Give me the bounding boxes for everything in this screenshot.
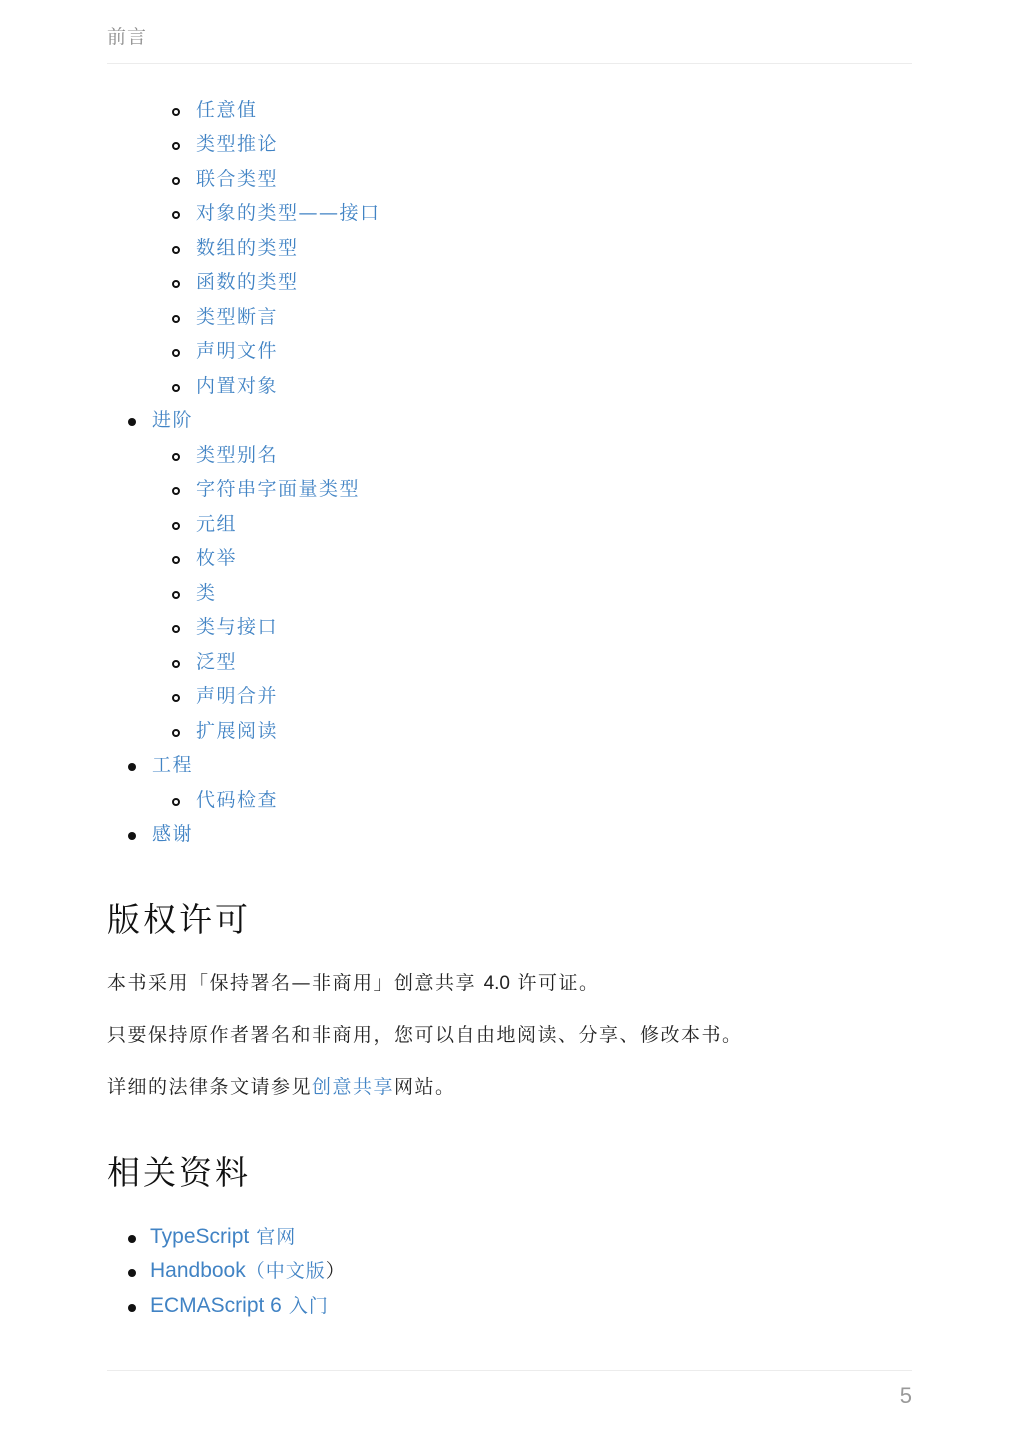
bullet-icon [128,418,136,426]
hollow-bullet-icon [172,384,180,392]
toc-item-type-inference[interactable] [196,127,278,161]
legal-paragraph [107,1072,456,1102]
resource-item-typescript[interactable] [150,1220,296,1254]
resource-item-handbook[interactable]: Handbook（中文版） [150,1254,346,1288]
toc-link[interactable]: 泛型 [196,651,238,673]
hollow-bullet-icon [172,349,180,357]
hollow-bullet-icon [172,453,180,461]
toc-link[interactable]: 联合类型 [196,168,279,190]
toc-item-any[interactable] [196,93,258,127]
hollow-bullet-icon [172,625,180,633]
license-version: 4.0 [483,973,510,994]
toc-link[interactable]: 字符串字面量类型 [196,478,361,500]
bullet-icon [128,832,136,840]
bullet-icon [128,763,136,771]
hollow-bullet-icon [172,729,180,737]
toc-item-further-reading[interactable] [196,714,278,748]
resource-link[interactable]: TypeScript 官网 [150,1225,297,1248]
creative-commons-link[interactable]: 创意共享 [312,1076,395,1098]
hollow-bullet-icon [172,177,180,185]
toc-link[interactable]: 对象的类型——接口 [196,202,381,224]
toc-link[interactable]: 任意值 [196,99,258,121]
toc-item-array-types[interactable] [196,231,299,265]
hollow-bullet-icon [172,315,180,323]
toc-link[interactable]: 数组的类型 [196,237,299,259]
toc-link[interactable]: 类型别名 [196,444,279,466]
license-text: 本书采用「保持署名—非商用」创意共享 [107,972,477,994]
toc-section-advanced[interactable] [152,403,193,437]
toc-item-linting[interactable] [196,783,278,817]
toc-item-tuple[interactable] [196,507,237,541]
hollow-bullet-icon [172,694,180,702]
resource-link[interactable]: Handbook（中文版 [150,1259,326,1282]
bullet-icon [128,1235,136,1243]
toc-link[interactable]: 进阶 [152,409,194,431]
toc-item-string-literal-types[interactable] [196,472,360,506]
bullet-icon [128,1269,136,1277]
resources-heading: 相关资料 [107,1153,251,1192]
page-number: 5 [899,1383,912,1408]
toc-item-type-alias[interactable] [196,438,278,472]
bullet-icon [128,1304,136,1312]
toc-link[interactable]: 声明文件 [196,340,279,362]
toc-link[interactable]: 扩展阅读 [196,720,279,742]
toc-link[interactable]: 元组 [196,513,238,535]
toc-item-function-types[interactable] [196,265,299,299]
toc-item-class-and-interface[interactable] [196,610,278,644]
toc-link[interactable]: 枚举 [196,547,238,569]
hollow-bullet-icon [172,556,180,564]
toc-link[interactable]: 代码检查 [196,789,279,811]
toc-item-interfaces[interactable] [196,196,381,230]
toc-link[interactable]: 类型断言 [196,306,279,328]
hollow-bullet-icon [172,522,180,530]
license-heading: 版权许可 [107,900,251,939]
toc-link[interactable]: 类与接口 [196,616,279,638]
toc-item-declaration-files[interactable] [196,334,278,368]
license-paragraph [107,968,600,999]
license-text: 许可证。 [517,972,600,994]
toc-item-union-types[interactable] [196,162,278,196]
resource-link[interactable]: ECMAScript 6 入门 [150,1294,329,1317]
toc-item-class[interactable] [196,576,217,610]
toc-link[interactable]: 感谢 [152,823,194,845]
toc-item-enum[interactable] [196,541,237,575]
toc-link[interactable]: 函数的类型 [196,271,299,293]
legal-text: 网站。 [394,1076,456,1098]
hollow-bullet-icon [172,798,180,806]
toc-section-engineering[interactable] [152,748,193,782]
hollow-bullet-icon [172,280,180,288]
hollow-bullet-icon [172,487,180,495]
footer-rule [107,1370,912,1371]
toc-item-generics[interactable] [196,645,237,679]
toc-item-type-assertion[interactable] [196,300,278,334]
hollow-bullet-icon [172,142,180,150]
hollow-bullet-icon [172,246,180,254]
toc-link[interactable]: 类型推论 [196,133,279,155]
header-rule [107,63,912,64]
toc-link[interactable]: 声明合并 [196,685,279,707]
toc-link[interactable]: 类 [196,582,217,604]
hollow-bullet-icon [172,660,180,668]
toc-link[interactable]: 工程 [152,754,194,776]
legal-text: 详细的法律条文请参见 [107,1076,313,1098]
running-head: 前言 [107,26,148,48]
toc-section-thanks[interactable] [152,817,193,851]
toc-item-builtin-objects[interactable] [196,369,278,403]
usage-paragraph: 只要保持原作者署名和非商用，您可以自由地阅读、分享、修改本书。 [107,1024,743,1046]
toc-item-declaration-merging[interactable] [196,679,278,713]
hollow-bullet-icon [172,108,180,116]
toc-link[interactable]: 内置对象 [196,375,279,397]
hollow-bullet-icon [172,211,180,219]
resource-item-ecmascript[interactable] [150,1289,329,1323]
hollow-bullet-icon [172,591,180,599]
